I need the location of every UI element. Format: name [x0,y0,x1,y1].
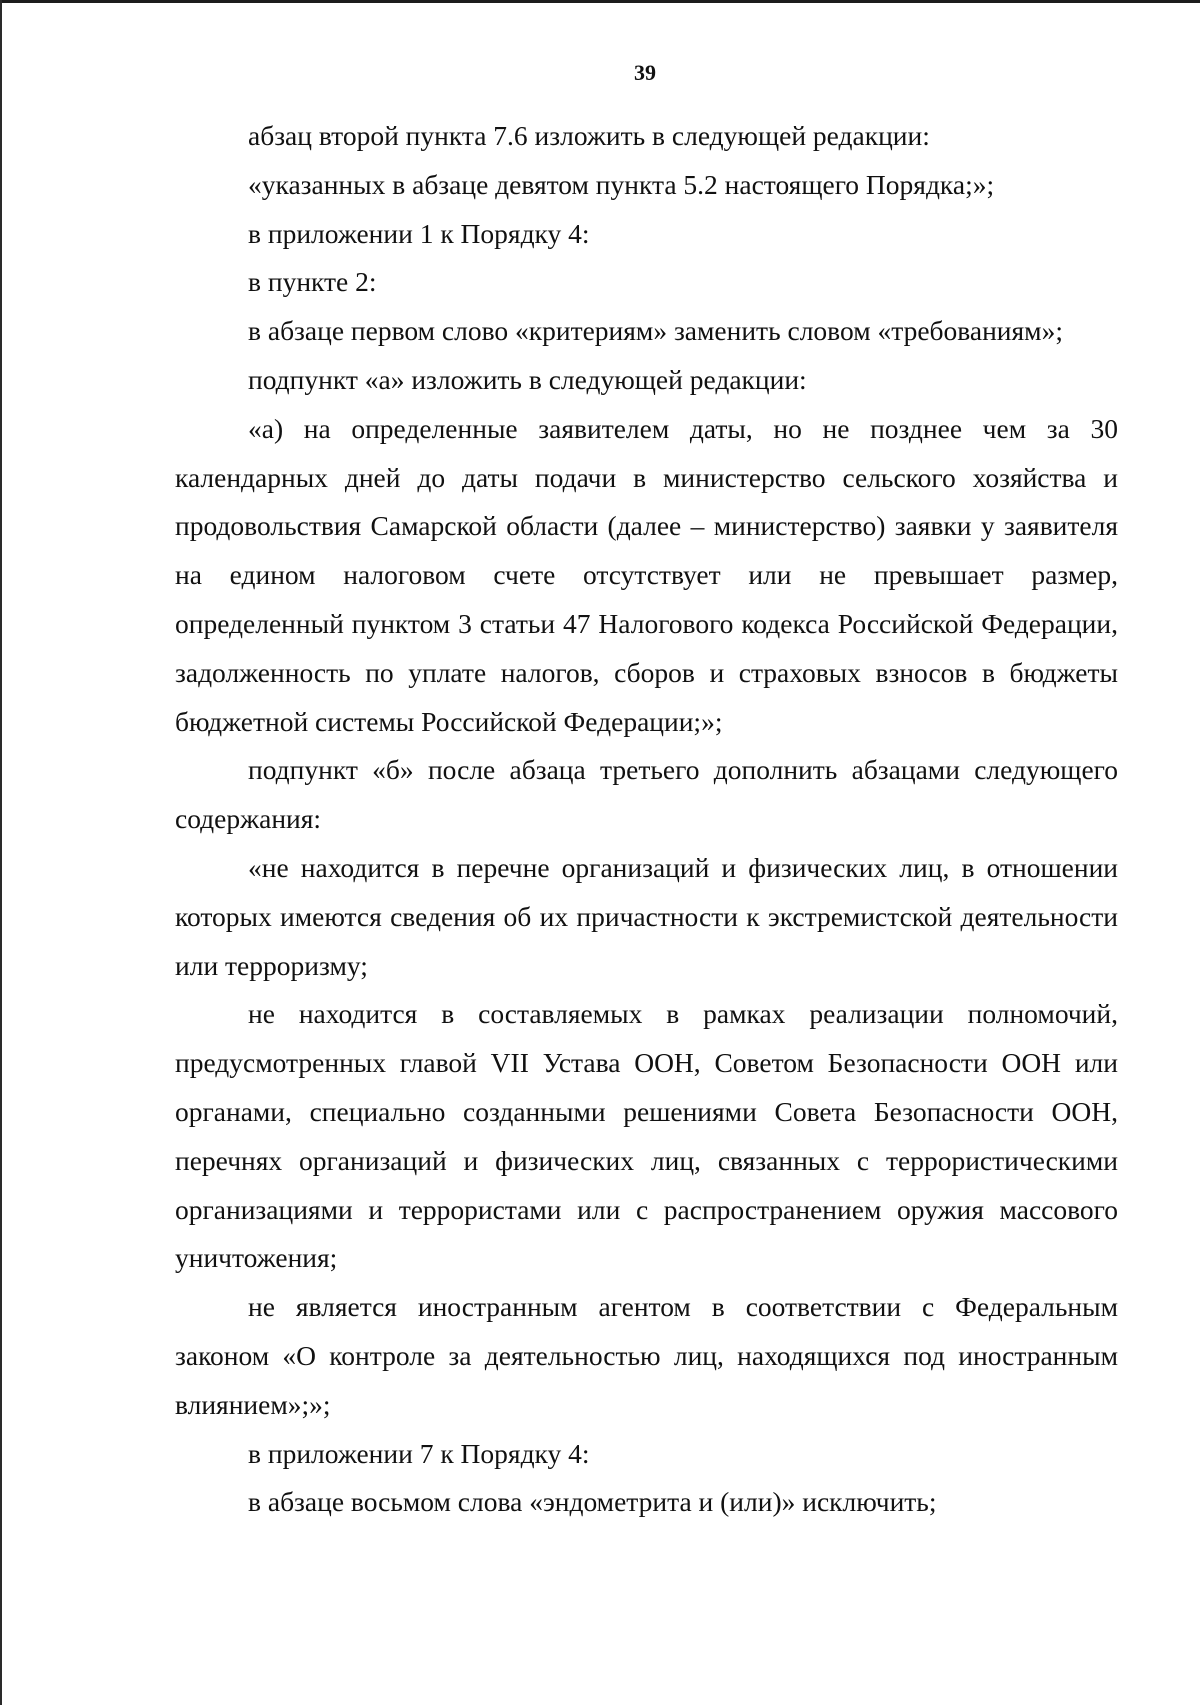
paragraph: в пункте 2: [248,266,377,298]
paragraph: в абзаце восьмом слова «эндометрита и (или)» исключить; [248,1486,937,1518]
paragraph: не является иностранным агентом в соответствии с Федеральным законом «О контроле за деятельностью лиц, находящихся под иностранным влиянием»;»; [175,1291,1118,1420]
paragraph: в приложении 7 к Порядку 4: [248,1437,590,1469]
document-body [175,112,1118,1527]
paragraph: не находится в составляемых в рамках реализации полномочий, предусмотренных главой VII Устава ООН, Советом Безопасности ООН или органами, специально созданными решениями Совета Безопасности ООН, перечнях организаций и физических лиц, связанных с террористическими организациями и террористами или с распространением оружия массового уничтожения; [175,998,1118,1274]
paragraph: «указанных в абзаце девятом пункта 5.2 настоящего Порядка;»; [248,168,995,200]
paragraph: в приложении 1 к Порядку 4: [248,217,590,249]
paragraph: подпункт «б» после абзаца третьего дополнить абзацами следующего содержания: [175,754,1118,835]
page-number: 39 [634,60,656,85]
paragraph: абзац второй пункта 7.6 изложить в следующей редакции: [248,120,930,151]
paragraph: в абзаце первом слово «критериям» заменить словом «требованиям»; [248,315,1063,347]
scan-left-border [0,0,2,1705]
paragraph: «а) на определенные заявителем даты, но не позднее чем за 30 календарных дней до даты подачи в министерство сельского хозяйства и продовольствия Самарской области (далее – министерство) заявки у заявителя на едином налоговом счете отсутствует или не превышает размер, определенный пунктом 3 статьи 47 Налогового кодекса Российской Федерации, задолженность по уплате налогов, сборов и страховых взносов в бюджеты бюджетной системы Российской Федерации;»; [175,412,1118,737]
paragraph: «не находится в перечне организаций и физических лиц, в отношении которых имеются сведения об их причастности к экстремистской деятельности или терроризму; [175,851,1118,981]
paragraph: подпункт «а» изложить в следующей редакции: [248,363,807,395]
scan-top-border [0,0,1200,3]
